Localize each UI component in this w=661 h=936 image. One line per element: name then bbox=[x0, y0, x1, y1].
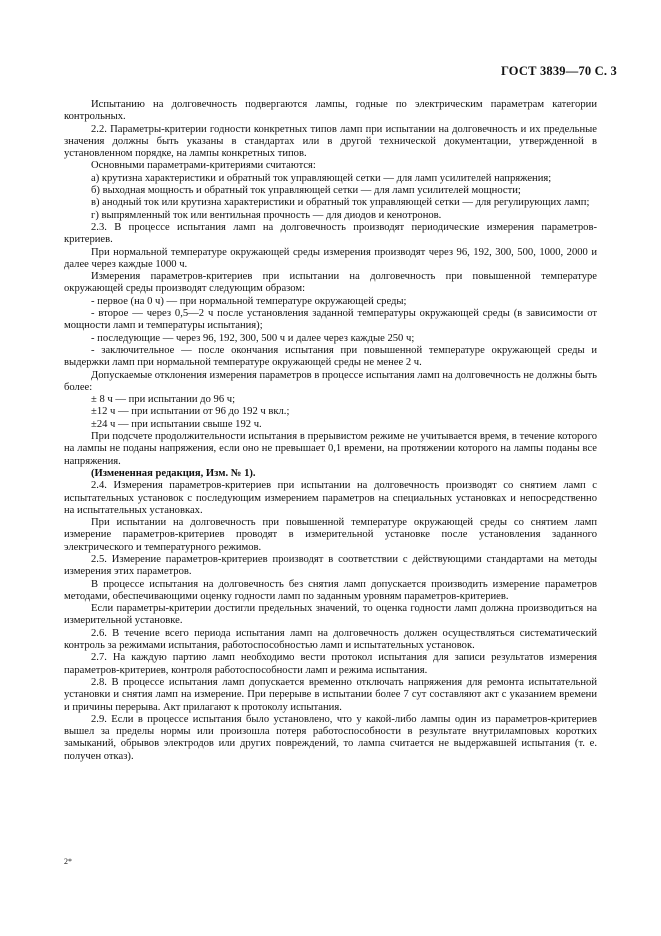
paragraph: а) крутизна характеристики и обратный ток управляющей сетки — для ламп усилителей напряжения; bbox=[91, 172, 552, 184]
paragraph: - второе — через 0,5—2 ч после установления заданной температуры окружающей среды (в зависимости от мощности ламп и температуры испытания); bbox=[64, 308, 597, 332]
paragraph: Основными параметрами-критериями считаются: bbox=[91, 160, 316, 172]
paragraph: 2.2. Параметры-критерии годности конкретных типов ламп при испытании на долговечность и их предельные значения должны быть указаны в стандартах или в другой технической документации, утвержденной в установленном порядке, на лампы конкретных типов. bbox=[64, 123, 597, 160]
paragraph: - последующие — через 96, 192, 300, 500 ч и далее через каждые 250 ч; bbox=[91, 332, 415, 344]
paragraph: Измерения параметров-критериев при испытании на долговечность при повышенной температуре окружающей среды производят следующим образом: bbox=[64, 271, 597, 295]
page-header: ГОСТ 3839—70 С. 3 bbox=[500, 64, 617, 78]
paragraph: 2.7. На каждую партию ламп необходимо вести протокол испытания для записи результатов измерения параметров-критериев, контроля работоспособности ламп и режима испытания. bbox=[64, 652, 597, 676]
document-body bbox=[64, 99, 597, 763]
paragraph: 2.9. Если в процессе испытания было установлено, что у какой-либо лампы один из параметров-критериев вышел за пределы нормы или произошла потеря работоспособности в результате внутриламповых коротких замыканий, обрывов электродов или других повреждений, то лампа считается не выдержавшей испытания (т. е. получен отказ). bbox=[64, 713, 597, 762]
paragraph: В процессе испытания на долговечность без снятия ламп допускается производить измерение параметров методами, обеспечивающими оценку годности ламп по заданным уровням параметров-критериев. bbox=[64, 578, 597, 602]
paragraph: ±24 ч — при испытании свыше 192 ч. bbox=[91, 418, 262, 430]
paragraph: Если параметры-критерии достигли предельных значений, то оценка годности ламп должна производиться на измерительной установке. bbox=[64, 603, 597, 627]
paragraph: ± 8 ч — при испытании до 96 ч; bbox=[91, 394, 236, 406]
paragraph: ±12 ч — при испытании от 96 до 192 ч вкл.; bbox=[91, 406, 290, 418]
paragraph: - первое (на 0 ч) — при нормальной температуре окружающей среды; bbox=[91, 295, 407, 307]
paragraph: 2.8. В процессе испытания ламп допускается временно отключать напряжения для ремонта испытательной установки и снятия ламп на измерение. При перерыве в испытании более 7 сут составляют акт с указанием времени и причины перерыва. Акт прилагают к протоколу испытания. bbox=[64, 676, 597, 713]
paragraph: 2.4. Измерения параметров-критериев при испытании на долговечность производят со снятием ламп с испытательных установок с последующим измерением параметров на специальных установках и непосредственно на испытательных установках. bbox=[64, 480, 597, 516]
paragraph: При подсчете продолжительности испытания в прерывистом режиме не учитывается время, в течение которого на лампы не поданы напряжения, если оно не превышает 0,1 времени, на протяжении которого на лампы поданы все напряжения. bbox=[64, 431, 597, 467]
paragraph: При испытании на долговечность при повышенной температуре окружающей среды со снятием ламп измерение параметров-критериев проводят в измерительной установке после установления заданного электрического и температурного режимов. bbox=[64, 517, 597, 553]
paragraph: в) анодный ток или крутизна характеристики и обратный ток управляющей сетки — для регулирующих ламп; bbox=[91, 197, 590, 209]
paragraph: Испытанию на долговечность подвергаются лампы, годные по электрическим параметрам категории контрольных. bbox=[64, 99, 597, 123]
paragraph: 2.5. Измерение параметров-критериев производят в соответствии с действующими стандартами на методы измерения этих параметров. bbox=[64, 553, 597, 578]
page-footer-mark: 2* bbox=[64, 857, 72, 866]
paragraph: - заключительное — после окончания испытания при повышенной температуре окружающей среды и выдержки ламп при нормальной температуре окружающей среды не менее 2 ч. bbox=[64, 344, 597, 369]
paragraph: 2.6. В течение всего периода испытания ламп на долговечность должен осуществляться систематический контроль за режимами испытания, работоспособностью ламп и испытательных установок. bbox=[64, 627, 597, 652]
paragraph: Допускаемые отклонения измерения параметров в процессе испытания ламп на долговечность не должны быть более: bbox=[64, 369, 597, 393]
amendment-note: (Измененная редакция, Изм. № 1). bbox=[91, 467, 256, 479]
paragraph: б) выходная мощность и обратный ток управляющей сетки — для ламп усилителей мощности; bbox=[91, 185, 521, 197]
paragraph: г) выпрямленный ток или вентильная прочность — для диодов и кенотронов. bbox=[91, 209, 442, 221]
paragraph: 2.3. В процессе испытания ламп на долговечность производят периодические измерения параметров-критериев. bbox=[64, 221, 597, 246]
paragraph: При нормальной температуре окружающей среды измерения производят через 96, 192, 300, 500, 1000, 2000 и далее через каждые 1000 ч. bbox=[64, 246, 597, 270]
